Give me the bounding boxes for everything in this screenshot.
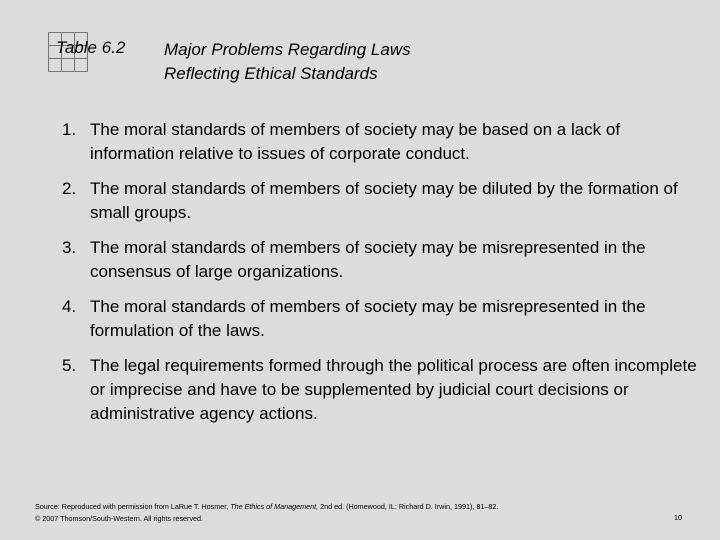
source-footer [35,501,635,525]
item-number: 2. [62,179,77,198]
page-number: 10 [674,513,682,522]
table-label: Table 6.2 [56,38,126,57]
item-number: 5. [62,356,77,375]
item-text: The legal requirements formed through the political process are often incomplete or imprecise and have to be supplemented by judicial court decisions or administrative agency actions. [90,356,697,423]
item-number: 1. [62,120,77,139]
table-title [164,38,411,86]
list-item [62,295,702,343]
source-suffix: 2nd ed. (Homewood, IL: Richard D. Irwin, 1991), 81–82. [320,502,499,511]
title-line-2: Reflecting Ethical Standards [164,64,378,83]
item-number: 4. [62,297,77,316]
item-text: The moral standards of members of society may be based on a lack of information relative to issues of corporate conduct. [90,120,621,163]
list-item [62,354,702,426]
item-text: The moral standards of members of society may be misrepresented in the formulation of the laws. [90,297,646,340]
list-item [62,118,702,166]
item-text: The moral standards of members of society may be diluted by the formation of small groups. [90,179,678,222]
problem-list [62,118,702,437]
copyright-notice: © 2007 Thomson/South-Western. All rights reserved. [35,514,204,523]
item-number: 3. [62,238,77,257]
source-citation [35,501,635,513]
list-item [62,236,702,284]
source-prefix: Source: Reproduced with permission from LaRue T. Hosmer, [35,502,229,511]
title-line-1: Major Problems Regarding Laws [164,40,411,59]
source-book-title: The Ethics of Management, [230,502,319,511]
list-item [62,177,702,225]
item-text: The moral standards of members of society may be misrepresented in the consensus of large organizations. [90,238,646,281]
